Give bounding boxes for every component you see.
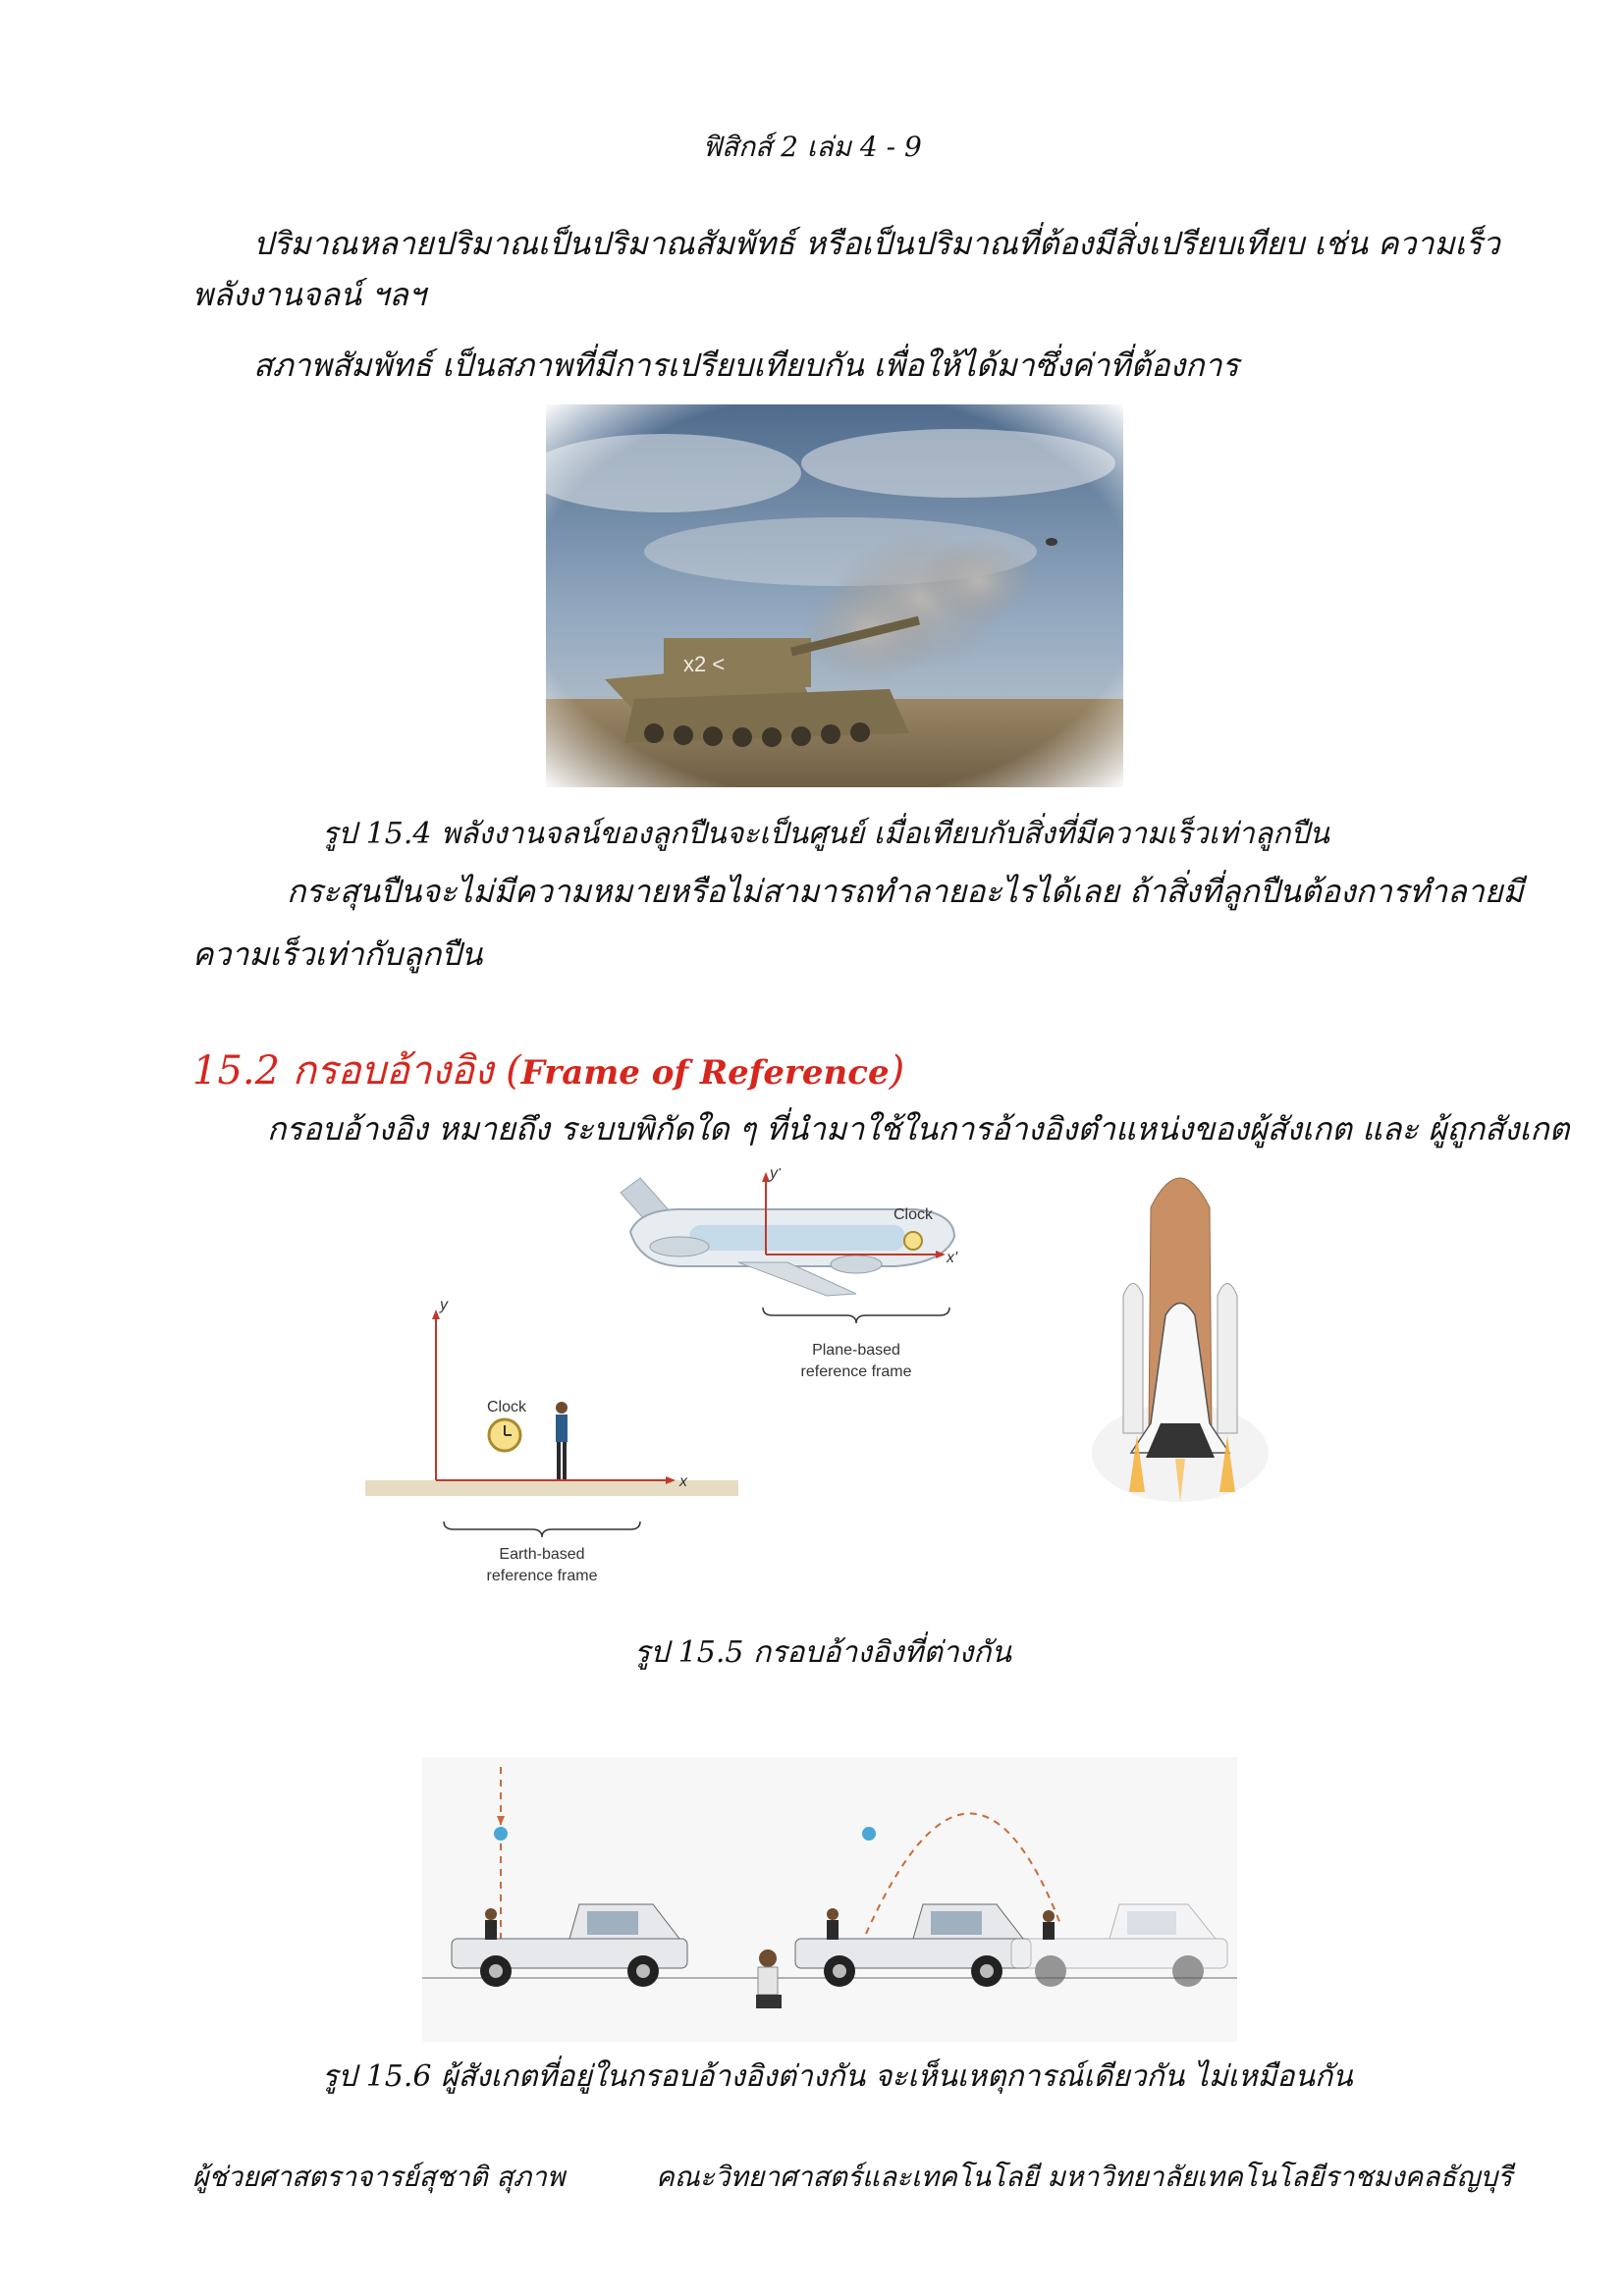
footer-author: ผู้ช่วยศาสตราจารย์สุชาติ สุภาพ [192, 2161, 566, 2193]
reference-frames-diagram [365, 1168, 1318, 1590]
figure-15-4-caption: รูป 15.4 พลังงานจลน์ของลูกปืนจะเป็นศูนย์ เมื่อเทียบกับสิ่งที่มีความเร็วเท่าลูกปืน [322, 817, 1329, 851]
person-in-truck-middle [827, 1908, 839, 1940]
standing-person-icon [556, 1402, 568, 1479]
airplane-illustration [621, 1178, 954, 1296]
earth-frame-label-line2: reference frame [486, 1568, 598, 1584]
person-in-truck-left [485, 1908, 497, 1940]
plane-clock-label: Clock [893, 1206, 934, 1223]
section-heading-english: Frame of Reference [520, 1053, 890, 1093]
earth-y-axis-label: y [440, 1297, 448, 1313]
paragraph-relative-quantities-line1: ปริมาณหลายปริมาณเป็นปริมาณสัมพัทธ์ หรือเป็นปริมาณที่ต้องมีสิ่งเปรียบเทียบ เช่น ความเร็ว [253, 225, 1500, 262]
tank-firing-photo [546, 404, 1123, 787]
plane-clock-icon [904, 1232, 922, 1250]
earth-frame-label-line1: Earth-based [499, 1546, 585, 1563]
plane-x-axis-label: x' [947, 1250, 958, 1266]
paragraph-relative-quantities-line2: พลังงานจลน์ ฯลฯ [192, 276, 426, 313]
paragraph-bullet-line1: กระสุนปืนจะไม่มีความหมายหรือไม่สามารถทำลายอะไรได้เลย ถ้าสิ่งที่ลูกปืนต้องการทำลายมี [287, 873, 1524, 910]
figure-15-5-caption: รูป 15.5 กรอบอ้างอิงที่ต่างกัน [634, 1635, 1011, 1670]
figure-15-6-caption: รูป 15.6 ผู้สังเกตที่อยู่ในกรอบอ้างอิงต่างกัน จะเห็นเหตุการณ์เดียวกัน ไม่เหมือนกัน [322, 2059, 1353, 2094]
earth-clock-label: Clock [487, 1399, 527, 1415]
plane-frame-label-line2: reference frame [800, 1363, 912, 1380]
section-heading-close: ) [889, 1048, 905, 1094]
earth-clock-icon [489, 1419, 520, 1451]
plane-y-axis-label: y' [770, 1168, 782, 1182]
person-in-truck-right [1043, 1910, 1055, 1940]
running-header: ฟิสิกส์ 2 เล่ม 4 - 9 [702, 131, 922, 163]
paragraph-relativity-definition: สภาพสัมพัทธ์ เป็นสภาพที่มีการเปรียบเทียบกัน เพื่อให้ได้มาซึ่งค่าที่ต้องการ [253, 347, 1239, 384]
ball-in-arc-icon [862, 1827, 876, 1841]
earth-x-axis-label: x [679, 1473, 687, 1490]
section-heading-frame-of-reference [192, 1039, 904, 1101]
paragraph-bullet-line2: ความเร็วเท่ากับลูกปืน [192, 935, 483, 973]
plane-frame-label-line1: Plane-based [812, 1342, 900, 1359]
space-shuttle-illustration [1092, 1178, 1269, 1502]
paragraph-frame-definition: กรอบอ้างอิง หมายถึง ระบบพิกัดใด ๆ ที่นำมาใช้ในการอ้างอิงตำแหน่งของผู้สังเกต และ ผู้ถูกสังเกต [267, 1110, 1570, 1148]
section-heading-thai: 15.2 กรอบอ้างอิง ( [192, 1048, 521, 1094]
trucks-observers-illustration [422, 1757, 1237, 2042]
footer-affiliation: คณะวิทยาศาสตร์และเทคโนโลยี มหาวิทยาลัยเทคโนโลยีราชมงคลธัญบุรี [656, 2161, 1513, 2193]
ball-icon [494, 1827, 508, 1841]
